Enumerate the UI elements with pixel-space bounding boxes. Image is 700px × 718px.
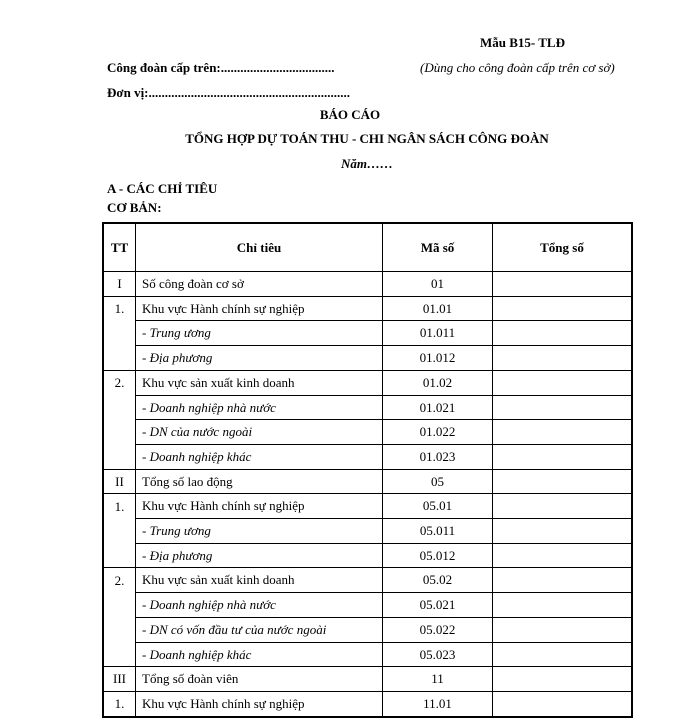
- row-code: 01.012: [383, 346, 493, 371]
- row-code: 05.01: [383, 494, 493, 519]
- row-indicator: Khu vực Hành chính sự nghiệp: [136, 296, 383, 321]
- table-row: [103, 519, 632, 544]
- row-code: 05.012: [383, 543, 493, 568]
- table-row: [103, 617, 632, 642]
- header-indicator: Chỉ tiêu: [136, 223, 383, 272]
- row-code: 01: [383, 272, 493, 297]
- row-tt: [103, 617, 136, 642]
- row-code: 01.022: [383, 420, 493, 445]
- row-total[interactable]: [493, 494, 633, 519]
- row-tt: [103, 420, 136, 445]
- row-tt: 1.: [103, 691, 136, 716]
- row-indicator: - Doanh nghiệp nhà nước: [136, 395, 383, 420]
- row-indicator: - Doanh nghiệp khác: [136, 444, 383, 469]
- row-tt: II: [103, 469, 136, 494]
- row-indicator: Khu vực sản xuất kinh doanh: [136, 568, 383, 593]
- row-indicator: Khu vực Hành chính sự nghiệp: [136, 494, 383, 519]
- row-total[interactable]: [493, 346, 633, 371]
- row-code: 01.011: [383, 321, 493, 346]
- row-indicator: - DN có vốn đầu tư của nước ngoài: [136, 617, 383, 642]
- row-indicator: Tổng số đoàn viên: [136, 667, 383, 692]
- row-tt: [103, 395, 136, 420]
- usage-note: (Dùng cho công đoàn cấp trên cơ sở): [420, 60, 615, 75]
- section-a-heading-cont: CƠ BẢN:: [107, 200, 162, 215]
- row-tt: [103, 642, 136, 667]
- row-total[interactable]: [493, 593, 633, 618]
- row-total[interactable]: [493, 667, 633, 692]
- row-total[interactable]: [493, 543, 633, 568]
- row-tt: 1.: [103, 296, 136, 321]
- table-body: [103, 272, 632, 717]
- row-indicator: - DN của nước ngoài: [136, 420, 383, 445]
- row-code: 01.021: [383, 395, 493, 420]
- table-row: [103, 568, 632, 593]
- table-row: [103, 667, 632, 692]
- unit-label: Đơn vị:..............................................................: [107, 85, 351, 100]
- row-indicator: - Trung ương: [136, 519, 383, 544]
- row-total[interactable]: [493, 321, 633, 346]
- row-total[interactable]: [493, 617, 633, 642]
- row-code: 01.023: [383, 444, 493, 469]
- table-row: [103, 691, 632, 716]
- row-total[interactable]: [493, 642, 633, 667]
- table-row: [103, 420, 632, 445]
- row-tt: [103, 593, 136, 618]
- report-year: Năm……: [341, 156, 393, 171]
- table-row: [103, 494, 632, 519]
- row-total[interactable]: [493, 444, 633, 469]
- row-tt: [103, 543, 136, 568]
- indicator-table-wrapper: [102, 222, 633, 718]
- row-code: 05.022: [383, 617, 493, 642]
- upper-union-label: Công đoàn cấp trên:...................................: [107, 60, 335, 75]
- table-row: [103, 642, 632, 667]
- row-code: 11.01: [383, 691, 493, 716]
- row-code: 05: [383, 469, 493, 494]
- table-row: [103, 296, 632, 321]
- row-total[interactable]: [493, 272, 633, 297]
- table-header-row: [103, 223, 632, 272]
- table-row: [103, 272, 632, 297]
- row-code: 05.02: [383, 568, 493, 593]
- table-row: [103, 543, 632, 568]
- row-total[interactable]: [493, 370, 633, 395]
- row-code: 11: [383, 667, 493, 692]
- row-indicator: - Địa phương: [136, 346, 383, 371]
- row-tt: [103, 346, 136, 371]
- table-row: [103, 321, 632, 346]
- table-row: [103, 593, 632, 618]
- row-tt: 2.: [103, 370, 136, 395]
- row-indicator: Khu vực sản xuất kinh doanh: [136, 370, 383, 395]
- table-row: [103, 346, 632, 371]
- header-code: Mã số: [383, 223, 493, 272]
- row-total[interactable]: [493, 395, 633, 420]
- table-row: [103, 395, 632, 420]
- table-row: [103, 444, 632, 469]
- row-tt: I: [103, 272, 136, 297]
- row-indicator: - Doanh nghiệp nhà nước: [136, 593, 383, 618]
- row-total[interactable]: [493, 519, 633, 544]
- row-total[interactable]: [493, 296, 633, 321]
- header-total: Tổng số: [493, 223, 633, 272]
- row-indicator: - Trung ương: [136, 321, 383, 346]
- row-code: 01.01: [383, 296, 493, 321]
- form-code: Mẫu B15- TLĐ: [480, 35, 565, 50]
- header-tt: TT: [103, 223, 136, 272]
- report-subtitle: TỔNG HỢP DỰ TOÁN THU - CHI NGÂN SÁCH CÔNG ĐOÀN: [185, 131, 549, 146]
- row-indicator: - Địa phương: [136, 543, 383, 568]
- row-total[interactable]: [493, 469, 633, 494]
- row-tt: III: [103, 667, 136, 692]
- row-indicator: Số công đoàn cơ sở: [136, 272, 383, 297]
- row-tt: [103, 321, 136, 346]
- table-row: [103, 469, 632, 494]
- row-indicator: Khu vực Hành chính sự nghiệp: [136, 691, 383, 716]
- row-code: 05.021: [383, 593, 493, 618]
- indicator-table: [102, 222, 633, 718]
- row-tt: [103, 444, 136, 469]
- row-code: 05.023: [383, 642, 493, 667]
- row-total[interactable]: [493, 691, 633, 716]
- row-code: 05.011: [383, 519, 493, 544]
- table-row: [103, 370, 632, 395]
- row-tt: 2.: [103, 568, 136, 593]
- row-total[interactable]: [493, 568, 633, 593]
- row-indicator: - Doanh nghiệp khác: [136, 642, 383, 667]
- row-total[interactable]: [493, 420, 633, 445]
- section-a-heading: A - CÁC CHỈ TIÊU: [107, 181, 218, 196]
- row-tt: [103, 519, 136, 544]
- row-code: 01.02: [383, 370, 493, 395]
- report-title: BÁO CÁO: [319, 107, 381, 122]
- row-tt: 1.: [103, 494, 136, 519]
- row-indicator: Tổng số lao động: [136, 469, 383, 494]
